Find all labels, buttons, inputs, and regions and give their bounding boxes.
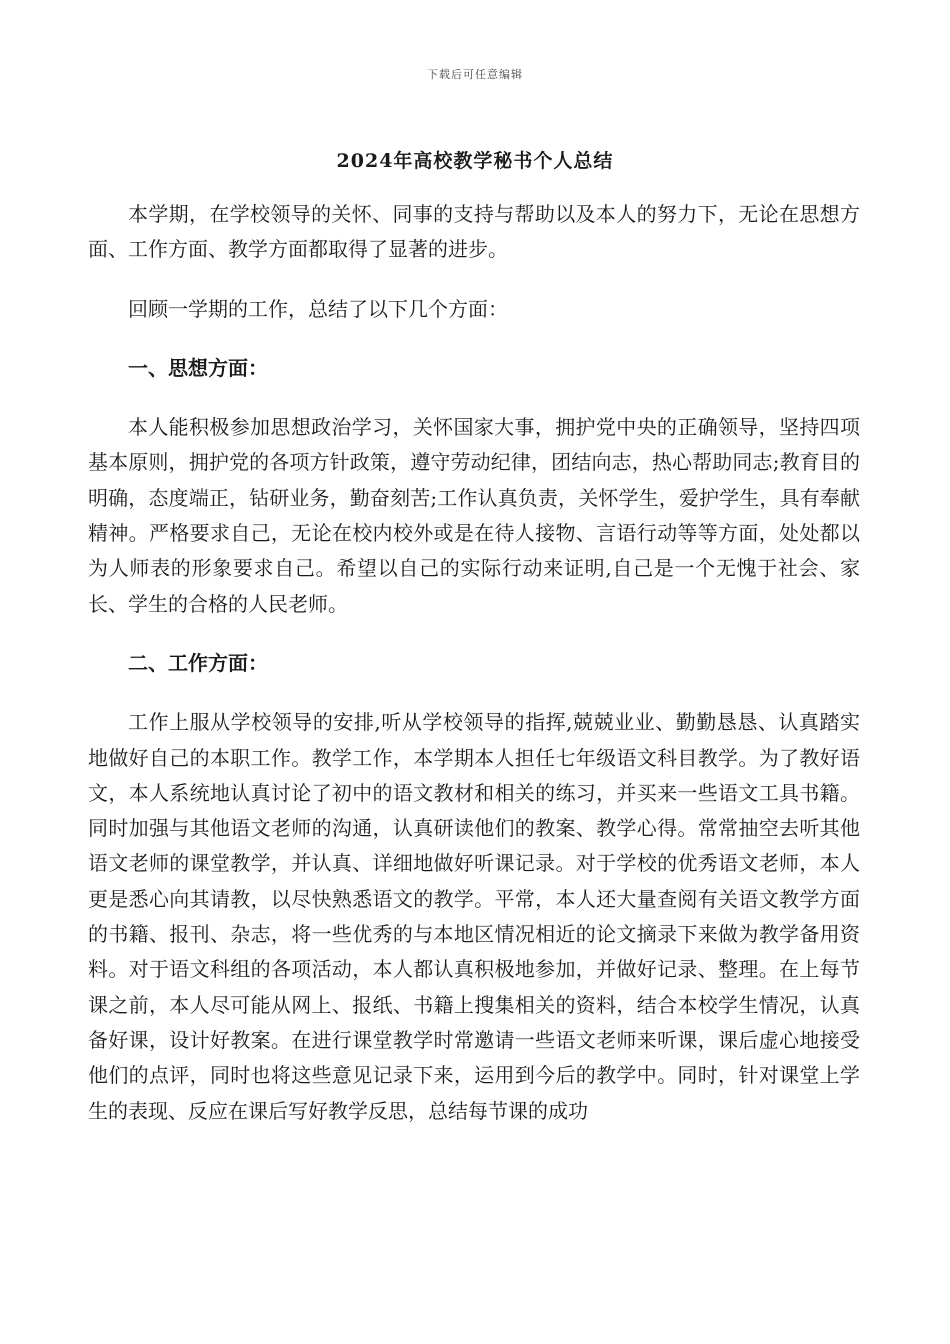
section-heading-work: 二、工作方面：	[128, 650, 268, 675]
document-body	[88, 197, 860, 1129]
section-body-thought: 本人能积极参加思想政治学习，关怀国家大事，拥护党中央的正确领导，坚持四项基本原则，拥护党的各项方针政策，遵守劳动纪律，团结向志，热心帮助同志;教育目的明确，态度端正，钻研业务，勤奋刻苦;工作认真负责，关怀学生，爱护学生，具有奉献精神。严格要求自己，无论在校内校外或是在待人接物、言语行动等等方面，处处都以为人师表的形象要求自己。希望以自己的实际行动来证明,自己是一个无愧于社会、家长、学生的合格的人民老师。	[88, 415, 860, 616]
intro-paragraph: 本学期，在学校领导的关怀、同事的支持与帮助以及本人的努力下，无论在思想方面、工作方面、教学方面都取得了显著的进步。	[88, 202, 860, 262]
document-title: 2024年高校教学秘书个人总结	[336, 150, 614, 172]
header-note: 下载后可任意编辑	[427, 68, 523, 81]
section-body-work: 工作上服从学校领导的安排,听从学校领导的指挥,兢兢业业、勤勤恳恳、认真踏实地做好自己的本职工作。教学工作，本学期本人担任七年级语文科目教学。为了教好语文，本人系统地认真讨论了初中的语文教材和相关的练习，并买来一些语文工具书籍。同时加强与其他语文老师的沟通，认真研读他们的教案、教学心得。常常抽空去听其他语文老师的课堂教学，并认真、详细地做好听课记录。对于学校的优秀语文老师，本人更是悉心向其请教，以尽快熟悉语文的教学。平常，本人还大量查阅有关语文教学方面的书籍、报刊、杂志，将一些优秀的与本地区情况相近的论文摘录下来做为教学备用资料。对于语文科组的各项活动，本人都认真积极地参加，并做好记录、整理。在上每节课之前，本人尽可能从网上、报纸、书籍上搜集相关的资料，结合本校学生情况，认真备好课，设计好教案。在进行课堂教学时常邀请一些语文老师来听课，课后虚心地接受他们的点评，同时也将这些意见记录下来，运用到今后的教学中。同时，针对课堂上学生的表现、反应在课后写好教学反思，总结每节课的成功	[88, 710, 860, 1123]
review-paragraph: 回顾一学期的工作，总结了以下几个方面：	[128, 296, 508, 321]
section-heading-thought: 一、思想方面：	[128, 355, 268, 380]
